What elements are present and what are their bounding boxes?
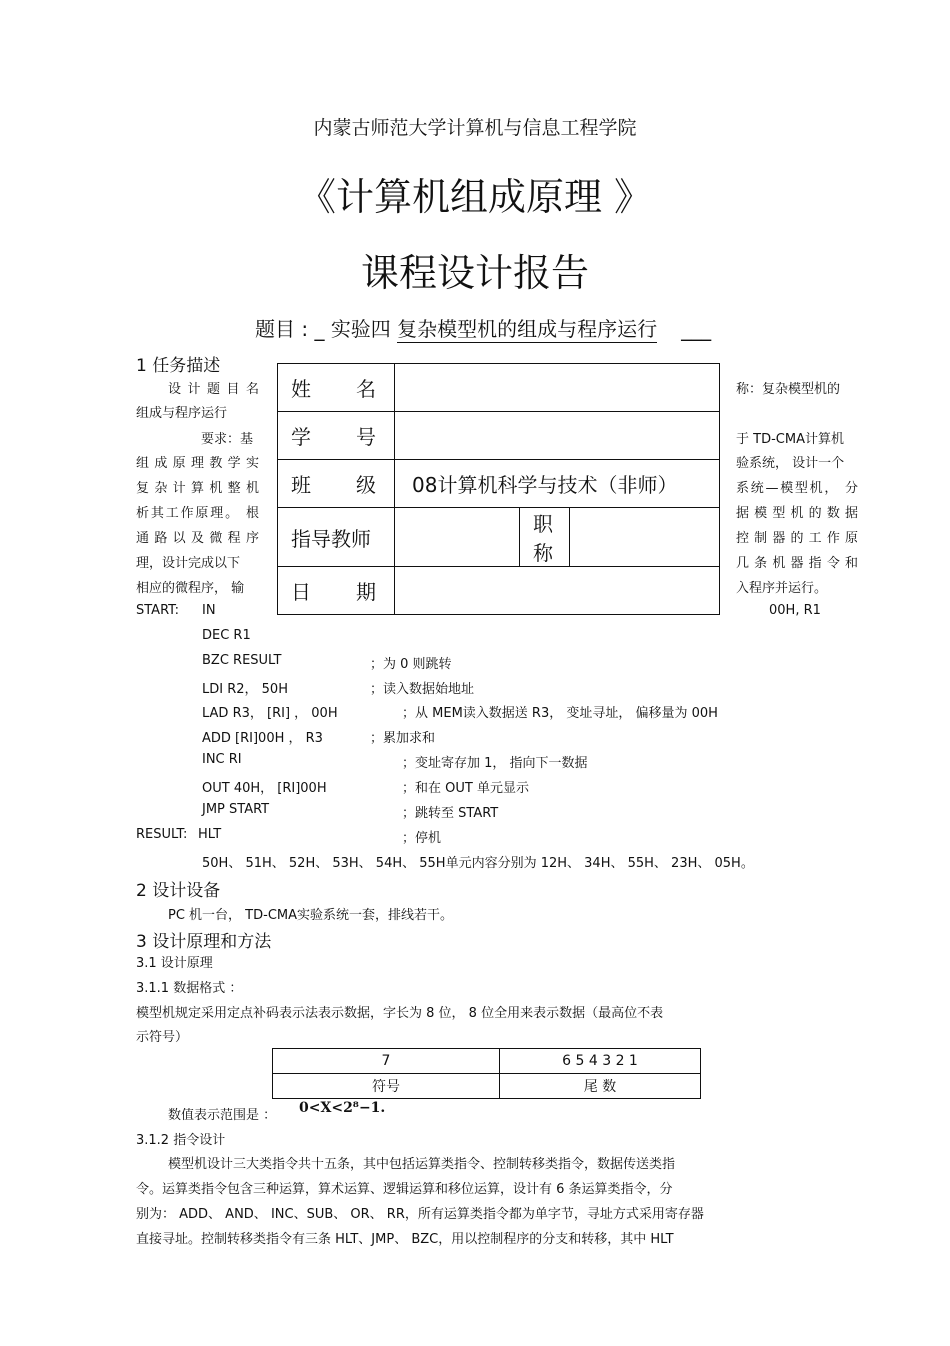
- subject-line: [255, 313, 711, 342]
- course-title: 《计算机组成原理 》: [297, 175, 653, 219]
- subsection-3-1: 3.1 设计原理: [136, 956, 213, 971]
- subject-value: 实验四: [330, 317, 398, 341]
- code-comment: ；变址寄存加 1， 指向下一数据: [402, 756, 588, 771]
- code-instruction: LDI R2， 50H: [202, 682, 288, 697]
- left-text-line: 要求：基: [201, 432, 254, 447]
- paragraph-line: 模型机设计三大类指令共十五条，其中包括运算类指令、控制转移类指令，数据传送类指: [168, 1157, 676, 1172]
- right-text-line: 入程序并运行。: [736, 581, 828, 596]
- paragraph-line: 示符号）: [136, 1030, 189, 1045]
- code-instruction: IN: [202, 603, 216, 618]
- institution-name: 内蒙古师范大学计算机与信息工程学院: [313, 117, 637, 139]
- code-instruction: OUT 40H， [RI]00H: [202, 781, 327, 796]
- title-value-cell[interactable]: [570, 508, 720, 567]
- right-text-line: 据模型机的数据: [736, 506, 858, 521]
- right-text-line: 于 TD-CMA计算机: [736, 432, 844, 447]
- right-text-line: 几条机器指令和: [736, 556, 858, 571]
- format-header-sign-bit: 7: [273, 1049, 500, 1074]
- range-label: 数值表示范围是 ：: [168, 1108, 277, 1123]
- date-value-cell[interactable]: [395, 567, 720, 615]
- section1-heading: 1 任务描述: [136, 356, 221, 376]
- code-instruction: LAD R3， [RI] ， 00H: [202, 706, 338, 721]
- format-row-mantissa: 尾 数: [500, 1074, 701, 1099]
- report-title: 课程设计报告: [360, 251, 589, 295]
- code-comment: ；跳转至 START: [402, 806, 499, 821]
- code-instruction: HLT: [198, 827, 222, 842]
- advisor-label: 指导教师: [291, 526, 371, 551]
- code-instruction: INC RI: [202, 752, 242, 767]
- section2-heading: 2 设计设备: [136, 881, 221, 901]
- id-label-cell: [278, 412, 395, 460]
- code-label: START:: [136, 603, 180, 618]
- format-header-data-bits: 6 5 4 3 2 1: [500, 1049, 701, 1074]
- paragraph-line: 直接寻址。控制转移类指令有三条 HLT、JMP、 BZC，用以控制程序的分支和转移，其中 HLT: [136, 1232, 674, 1247]
- subsection-3-1-2: 3.1.2 指令设计: [136, 1133, 226, 1148]
- right-text-line: 验系统， 设计一个: [736, 456, 845, 471]
- right-text-line: 称：复杂模型机的: [736, 382, 841, 397]
- id-label: 学号: [291, 425, 376, 449]
- right-text-line: 系统—模型机， 分: [736, 481, 858, 496]
- subsection-3-1-1: 3.1.1 数据格式 ：: [136, 981, 243, 996]
- left-text-line: 组成原理教学实: [136, 456, 259, 471]
- code-comment: ；和在 OUT 单元显示: [402, 781, 529, 796]
- code-instruction: DEC R1: [202, 628, 251, 643]
- left-text-line: 组成与程序运行: [136, 406, 228, 421]
- paragraph-line: 别为： ADD、 AND、 INC、SUB、 OR、 RR，所有运算类指令都为单字节，寻址方式采用寄存器: [136, 1207, 704, 1222]
- left-text-line: 设计题目名: [168, 382, 259, 397]
- subject-tail: ___: [681, 317, 712, 341]
- name-label-cell: [278, 364, 395, 412]
- name-value-cell[interactable]: [395, 364, 720, 412]
- left-text-line: 相应的微程序， 输: [136, 581, 245, 596]
- class-value[interactable]: 08计算机科学与技术（非师）: [395, 460, 720, 508]
- code-comment: ；从 MEM读入数据送 R3， 变址寻址， 偏移量为 00H: [402, 706, 718, 721]
- code-comment: ；累加求和: [370, 731, 436, 746]
- name-label: 姓名: [291, 377, 376, 401]
- subject-label: 题目 : _: [255, 317, 331, 341]
- date-label: 日期: [291, 580, 376, 604]
- section2-text: PC 机一台， TD-CMA实验系统一套，排线若干。: [168, 908, 454, 923]
- range-formula: 0<X<2⁸−1.: [299, 1100, 386, 1116]
- code-comment: ；读入数据始地址: [370, 682, 475, 697]
- section3-heading: 3 设计原理和方法: [136, 932, 272, 952]
- id-value-cell[interactable]: [395, 412, 720, 460]
- advisor-value-cell[interactable]: [395, 508, 520, 567]
- left-text-line: 通路以及微程序: [136, 531, 259, 546]
- code-instruction: ADD [RI]00H ， R3: [202, 731, 323, 746]
- code-comment: ；为 0 则跳转: [370, 657, 452, 672]
- left-text-line: 析其工作原理。 根: [136, 506, 259, 521]
- code-instruction: JMP START: [202, 802, 270, 817]
- paragraph-line: 令。运算类指令包含三种运算，算术运算、逻辑运算和移位运算，设计有 6 条运算类指令，分: [136, 1182, 673, 1197]
- code-instruction: BZC RESULT: [202, 653, 282, 668]
- paragraph-line: 模型机规定采用定点补码表示法表示数据，字长为 8 位， 8 位全用来表示数据（最高位不表: [136, 1006, 664, 1021]
- class-label-cell: [278, 460, 395, 508]
- student-info-table: [277, 363, 720, 615]
- subject-underlined: 复杂模型机的组成与程序运行: [397, 317, 658, 341]
- advisor-label-cell: [278, 508, 395, 567]
- date-label-cell: [278, 567, 395, 615]
- code-label: RESULT:: [136, 827, 188, 842]
- class-label: 班级: [291, 473, 376, 497]
- right-text-line: 控制器的工作原: [736, 531, 858, 546]
- format-row-sign: 符号: [273, 1074, 500, 1099]
- memory-note: 50H、 51H、 52H、 53H、 54H、 55H单元内容分别为 12H、 34H、 55H、 23H、 05H。: [202, 856, 754, 871]
- code-comment: ；停机: [402, 831, 442, 846]
- left-text-line: 复杂计算机整机: [136, 481, 259, 496]
- code-operands: 00H, R1: [769, 603, 821, 618]
- title-label: 职称: [520, 508, 570, 567]
- data-format-table: [272, 1048, 701, 1099]
- left-text-line: 理，设计完成以下: [136, 556, 241, 571]
